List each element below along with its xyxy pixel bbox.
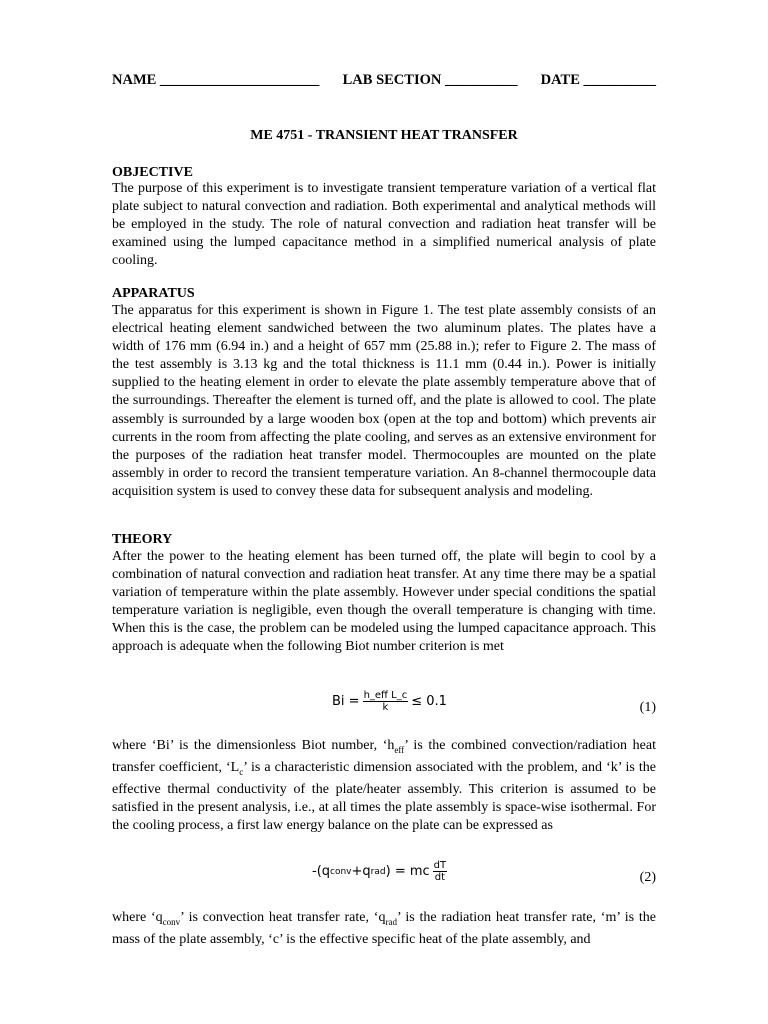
- theory-text-2: where ‘Bi’ is the dimensionless Biot number, ‘$h_{eff}$’ is the combined convection/radiation heat transfer coefficient, ‘$L_c$’ is a characteristic dimension associated with the problem, and ‘k’ is the effective thermal conductivity of the plate/heater assembly. This criterion is assumed to be satisfied in the present analysis, i.e., at all times the plate assembly is space-wise isothermal. For the cooling process, a first law energy balance on the plate can be expressed as: [112, 738, 656, 833]
- header-line: [112, 72, 656, 89]
- lab-section-field[interactable]: LAB SECTION __________: [342, 72, 518, 88]
- apparatus-heading: APPARATUS: [112, 286, 195, 301]
- theory-text-1: After the power to the heating element has been turned off, the plate will begin to cool by a combination of natural convection and radiation heat transfer. At any time there may be a spatial variation of temperature within the plate assembly. However under special conditions the spatial temperature variation is negligible, even though the overall temperature is changing with time. When this is the case, the problem can be modeled using the lumped capacitance approach. This approach is adequate when the following Biot number criterion is met: [112, 549, 656, 655]
- eq1-fraction: [363, 690, 409, 713]
- theory-text-3: where ‘$q_{conv}$’ is convection heat transfer rate, ‘$q_{rad}$’ is the radiation heat transfer rate, ‘m’ is the mass of the plate assembly, ‘c’ is the effective specific heat of the plate assembly, and: [112, 910, 656, 947]
- date-field[interactable]: DATE __________: [540, 72, 656, 88]
- eq1-denominator: k: [382, 702, 389, 713]
- eq2-numerator: dT: [433, 860, 447, 871]
- eq1-numerator: h_eff L_c: [363, 690, 408, 701]
- theory-heading: THEORY: [112, 532, 173, 547]
- objective-heading: OBJECTIVE: [112, 165, 193, 180]
- eq1-number: (1): [639, 700, 656, 715]
- eq2-denominator: dt: [434, 872, 446, 883]
- eq2-number: (2): [639, 870, 656, 885]
- objective-text: The purpose of this experiment is to investigate transient temperature variation of a vertical flat plate subject to natural convection and radiation. Both experimental and analytical methods will be employed in the study. The role of natural convection and radiation heat transfer will be examined using the lumped capacitance method in a simplified numerical analysis of plate cooling.: [112, 181, 656, 269]
- eq1-lhs: Bi =: [332, 694, 360, 709]
- eq1-rhs: ≤ 0.1: [411, 694, 447, 709]
- equation-2: -(q conv +q rad ) = mc $\frac{dT}{dt}$ (2): [312, 860, 656, 885]
- equation-1: [112, 690, 656, 726]
- apparatus-text: The apparatus for this experiment is shown in Figure 1. The test plate assembly consists of an electrical heating element sandwiched between the two aluminum plates. The plates have a width of 176 mm (6.94 in.) and a height of 657 mm (25.88 in.); refer to Figure 2. The mass of the test assembly is 3.13 kg and the total thickness is 11.1 mm (0.44 in.). Power is initially supplied to the heating element in order to elevate the plate assembly temperature above that of the surroundings. Thereafter the element is turned off, and the plate is allowed to cool. The plate assembly is surrounded by a large wooden box (open at the top and bottom) which prevents air currents in the room from affecting the plate cooling, and serves as an extensive environment for the purposes of the radiation heat transfer model. Thermocouples are mounted on the plate assembly in order to record the transient temperature variation. An 8-channel thermocouple data acquisition system is used to convey these data for subsequent analysis and modeling.: [112, 303, 656, 499]
- document-title: ME 4751 - TRANSIENT HEAT TRANSFER: [250, 128, 518, 143]
- name-field[interactable]: NAME ______________________: [112, 72, 320, 88]
- eq2-fraction: [433, 860, 447, 883]
